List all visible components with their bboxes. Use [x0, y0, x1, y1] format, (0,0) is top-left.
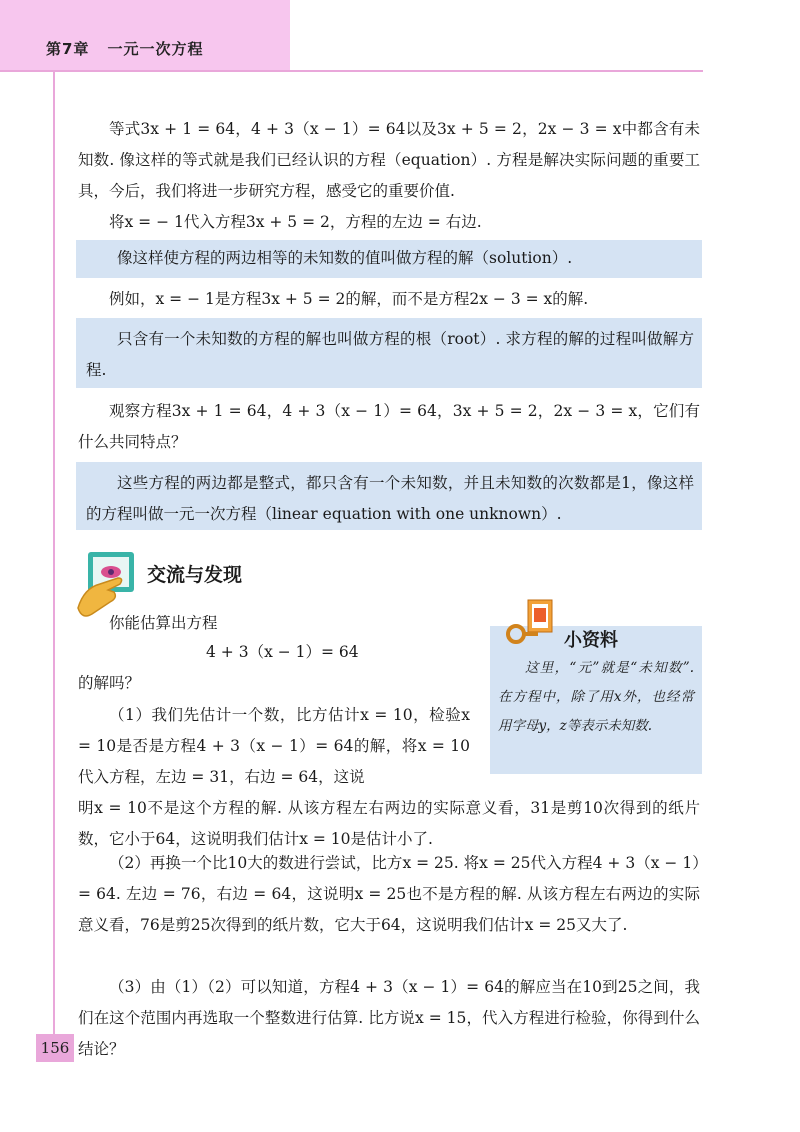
chapter-number: 第7章: [46, 40, 90, 58]
definition-root: 只含有一个未知数的方程的解也叫做方程的根（root）. 求方程的解的过程叫做解方程.: [86, 330, 694, 379]
paragraph-substitute: 将x = − 1代入方程3x + 5 = 2，方程的左边 = 右边.: [109, 213, 482, 231]
paragraph-example: 例如，x = − 1是方程3x + 5 = 2的解，而不是方程2x − 3 = x的解.: [109, 290, 589, 308]
paragraph-observe: 观察方程3x + 1 = 64，4 + 3（x − 1）= 64，3x + 5 = 2，2x − 3 = x，它们有什么共同特点？: [78, 402, 700, 451]
sidebar-title: 小资料: [564, 630, 618, 651]
step-3: （3）由（1）（2）可以知道，方程4 + 3（x − 1）= 64的解应当在10到25之间，我们在这个范围内再选取一个整数进行估算. 比方说x = 15，代入方程进行检验，你得到什么结论？: [78, 978, 700, 1058]
header-rule: [0, 70, 703, 72]
chapter-tab: [0, 0, 290, 70]
sidebar-text: 这里，“元”就是“未知数”. 在方程中，除了用x外，也经常用字母y，z等表示未知数.: [498, 660, 694, 734]
section-title: 交流与发现: [147, 564, 243, 586]
question-end: 的解吗？: [78, 674, 141, 692]
chapter-title: 一元一次方程: [107, 40, 204, 58]
step-1: （1）我们先估计一个数，比方估计x = 10，检验x = 10是否是方程4 + 3（x − 1）= 64的解，将x = 10代入方程，左边 = 31，右边 = 64，这说: [78, 706, 470, 786]
paragraph-intro: 等式3x + 1 = 64，4 + 3（x − 1）= 64以及3x + 5 = 2，2x − 3 = x中都含有未知数. 像这样的等式就是我们已经认识的方程（equation）. 方程是解决实际问题的重要工具，今后，我们将进一步研究方程，感受它的重要价值.: [78, 120, 700, 200]
definition-box-root: [76, 318, 702, 388]
page-number: 156: [36, 1034, 74, 1062]
definition-box-solution: [76, 240, 702, 278]
chapter-header: [46, 38, 203, 59]
margin-rule: [53, 70, 55, 1040]
question-equation: 4 + 3（x − 1）= 64: [206, 643, 359, 661]
definition-solution: 像这样使方程的两边相等的未知数的值叫做方程的解（solution）.: [117, 249, 573, 267]
question-intro: 你能估算出方程: [109, 614, 218, 632]
definition-linear: 这些方程的两边都是整式，都只含有一个未知数，并且未知数的次数都是1，像这样的方程叫做一元一次方程（linear equation with one unknown）.: [86, 474, 694, 523]
step-2: （2）再换一个比10大的数进行尝试，比方x = 25. 将x = 25代入方程4 + 3（x − 1）= 64. 左边 = 76，右边 = 64，这说明x = 25也不是方程的解. 从该方程左右两边的实际意义看，76是剪25次得到的纸片数，它大于64，这说明我们估计x = 25又大了.: [78, 854, 700, 934]
step-1-continued: 明x = 10不是这个方程的解. 从该方程左右两边的实际意义看，31是剪10次得到的纸片数，它小于64，这说明我们估计x = 10是估计小了.: [78, 799, 700, 848]
definition-box-linear: [76, 462, 702, 530]
